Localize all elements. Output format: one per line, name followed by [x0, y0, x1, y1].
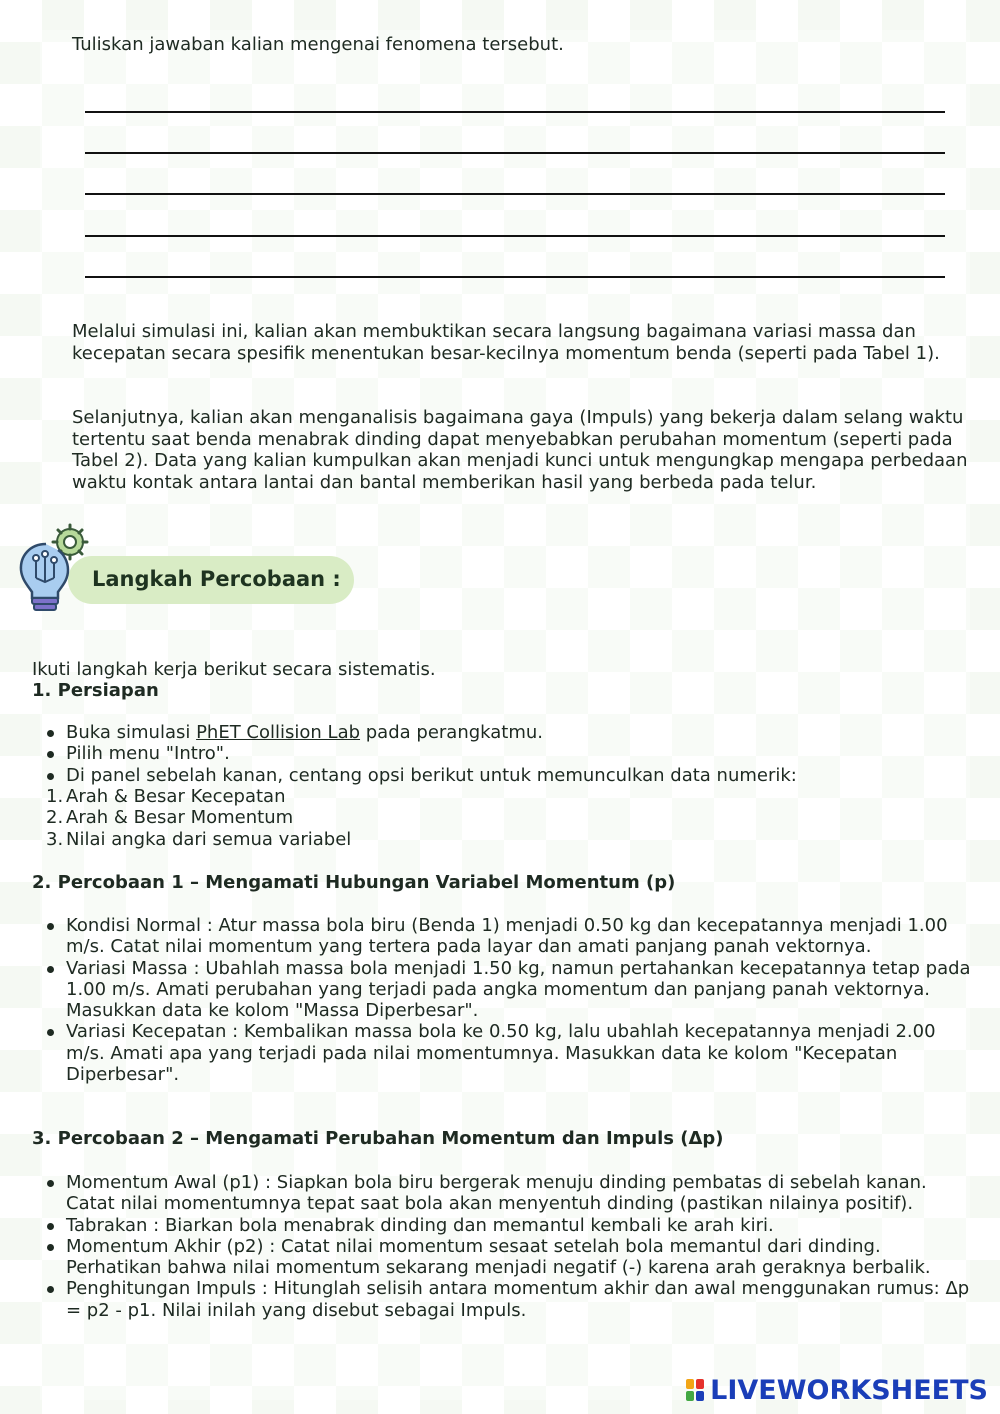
liveworksheets-logo-icon [686, 1379, 706, 1403]
brand-name: LIVEWORKSHEETS [710, 1375, 988, 1406]
list-item: 1. Arah & Besar Kecepatan [46, 786, 286, 807]
numeric-options-list [32, 786, 972, 850]
section-title-experiment-1: 2. Percobaan 1 – Mengamati Hubungan Variabel Momentum (p) [32, 872, 676, 893]
list-item: Momentum Awal (p1) : Siapkan bola biru bergerak menuju dinding pembatas di sebelah kanan. Catat nilai momentumnya tepat saat bola akan menyentuh dinding (pastikan nilainya positif). [32, 1172, 977, 1215]
paragraph-impulse: Selanjutnya, kalian akan menganalisis bagaimana gaya (Impuls) yang bekerja dalam selang waktu tertentu saat benda menabrak dinding dapat menyebabkan perubahan momentum (seperti pada Tabel 2). Data yang kalian kumpulkan akan menjadi kunci untuk mengungkap mengapa perbedaan waktu kontak antara lantai dan bantal memberikan hasil yang berbeda pada telur. [72, 407, 968, 493]
list-item: Penghitungan Impuls : Hitunglah selisih antara momentum akhir dan awal menggunakan rumus: Δp = p2 - p1. Nilai inilah yang disebut sebagai Impuls. [32, 1278, 977, 1321]
list-item: Tabrakan : Biarkan bola menabrak dinding dan memantul kembali ke arah kiri. [32, 1215, 977, 1236]
answer-line[interactable] [85, 235, 945, 237]
list-item: Variasi Massa : Ubahlah massa bola menjadi 1.50 kg, namun pertahankan kecepatannya tetap pada 1.00 m/s. Amati perubahan yang terjadi pada angka momentum dan panjang panah vektornya. Masukkan data ke kolom "Massa Diperbesar". [32, 958, 977, 1022]
answer-line[interactable] [85, 193, 945, 195]
section-title-preparation: 1. Persiapan [32, 680, 159, 701]
list-item: 2. Arah & Besar Momentum [46, 807, 294, 829]
phet-collision-lab-link[interactable]: PhET Collision Lab [196, 722, 361, 743]
intro-instruction: Tuliskan jawaban kalian mengenai fenomena tersebut. [72, 34, 564, 55]
list-item: Buka simulasi PhET Collision Lab pada perangkatmu. [32, 722, 972, 743]
list-item: 3. Nilai angka dari semua variabel [46, 828, 352, 850]
lightbulb-gear-icon [18, 522, 98, 614]
list-item: Kondisi Normal : Atur massa bola biru (Benda 1) menjadi 0.50 kg dan kecepatannya menjadi 1.00 m/s. Catat nilai momentum yang tertera pada layar dan amati panjang panah vektornya. [32, 915, 977, 958]
experiment-1-list [32, 915, 977, 1085]
section-title-experiment-2: 3. Percobaan 2 – Mengamati Perubahan Momentum dan Impuls (Δp) [32, 1128, 724, 1149]
list-item: Momentum Akhir (p2) : Catat nilai momentum sesaat setelah bola memantul dari dinding. Perhatikan bahwa nilai momentum sekarang menjadi negatif (-) karena arah geraknya berbalik. [32, 1236, 977, 1279]
heading-title: Langkah Percobaan : [92, 567, 341, 591]
answer-line[interactable] [85, 276, 945, 278]
liveworksheets-brand[interactable] [686, 1375, 988, 1406]
list-item: Di panel sebelah kanan, centang opsi berikut untuk memunculkan data numerik: [32, 765, 972, 786]
experiment-2-list [32, 1172, 977, 1321]
steps-instruction: Ikuti langkah kerja berikut secara sistematis. [32, 659, 436, 680]
answer-line[interactable] [85, 111, 945, 113]
section-heading [18, 522, 348, 614]
answer-line[interactable] [85, 152, 945, 154]
list-item: Pilih menu "Intro". [32, 743, 972, 764]
list-item: Variasi Kecepatan : Kembalikan massa bola ke 0.50 kg, lalu ubahlah kecepatannya menjadi 2.00 m/s. Amati apa yang terjadi pada nilai momentumnya. Masukkan data ke kolom "Kecepatan Diperbesar". [32, 1021, 977, 1085]
preparation-list [32, 722, 972, 786]
paragraph-simulation: Melalui simulasi ini, kalian akan membuktikan secara langsung bagaimana variasi massa dan kecepatan secara spesifik menentukan besar-kecilnya momentum benda (seperti pada Tabel 1). [72, 321, 940, 364]
